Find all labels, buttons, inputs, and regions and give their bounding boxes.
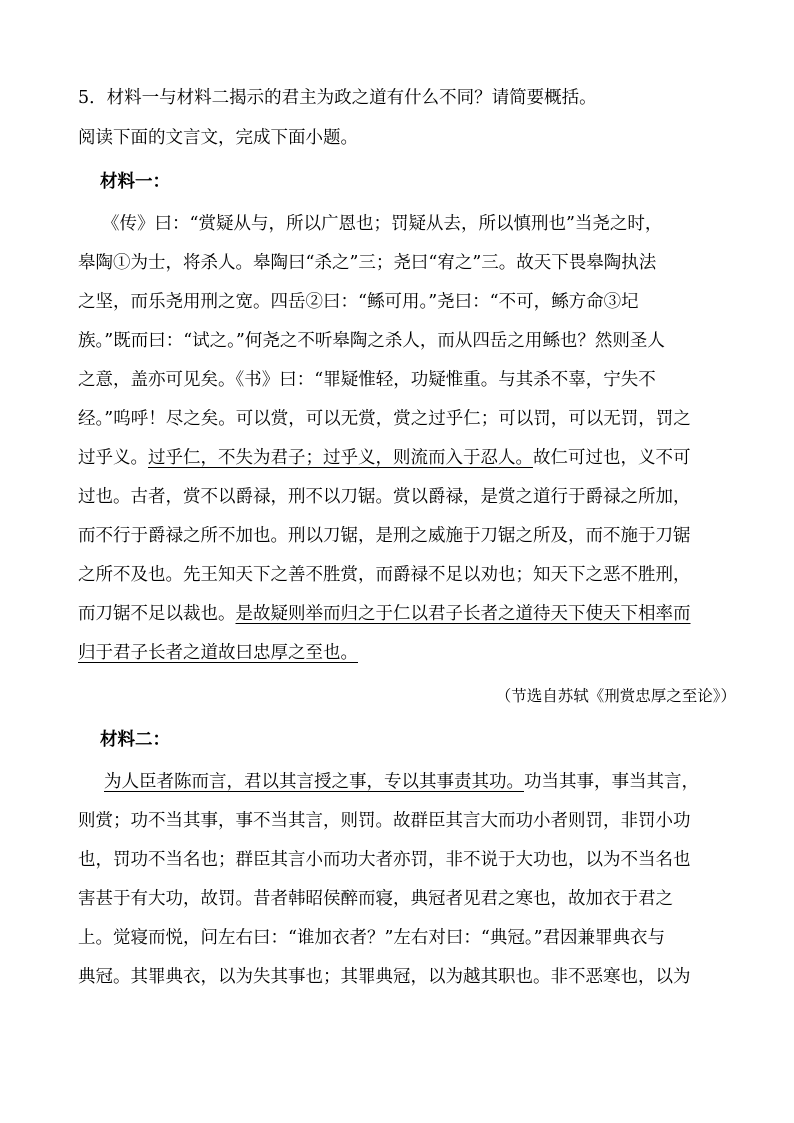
material1-line xyxy=(78,602,691,626)
material1-line: 族。”既而曰：“试之。”何尧之不听皋陶之杀人，而从四岳之用鲧也？然则圣人 xyxy=(78,331,665,351)
material2-line: 害甚于有大功，故罚。昔者韩昭侯醉而寝，典冠者见君之寒也，故加衣于君之 xyxy=(78,889,673,909)
question-5: 5．材料一与材料二揭示的君主为政之道有什么不同？请简要概括。 xyxy=(78,88,597,108)
material1-line: 《传》曰：“赏疑从与，所以广恩也；罚疑从去，所以慎刑也”当尧之时， xyxy=(102,214,663,234)
material2-heading: 材料二： xyxy=(100,730,170,750)
material1-line: 之意，盖亦可见矣。《书》曰：“罪疑惟轻，功疑惟重。与其杀不辜，宁失不 xyxy=(78,370,656,390)
underlined-sentence-1: 过乎仁，不失为君子；过乎义，则流而入于忍人。 xyxy=(148,448,533,468)
material1-text: 故仁可过也，义不可 xyxy=(533,448,691,468)
material1-text: 而刀锯不足以裁也。 xyxy=(78,604,236,624)
material1-text: 过乎义。 xyxy=(78,448,148,468)
reading-instruction: 阅读下面的文言文，完成下面小题。 xyxy=(78,128,358,148)
underlined-sentence-2-cont: 归于君子长者之道故曰忠厚之至也。 xyxy=(78,643,358,663)
material1-line: 之所不及也。先王知天下之善不胜赏，而爵禄不足以劝也；知天下之恶不胜刑， xyxy=(78,565,691,585)
material2-line: 也，罚功不当名也；群臣其言小而功大者亦罚，非不说于大功也，以为不当名也 xyxy=(78,850,691,870)
material2-line: 典冠。其罪典衣，以为失其事也；其罪典冠，以为越其职也。非不恶寒也，以为 xyxy=(78,967,691,987)
material1-line: 经。”呜呼！尽之矣。可以赏，可以无赏，赏之过乎仁；可以罚，可以无罚，罚之 xyxy=(78,409,691,429)
material2-line xyxy=(104,770,699,794)
material2-line: 则赏；功不当其事，事不当其言，则罚。故群臣其言大而功小者则罚，非罚小功 xyxy=(78,811,691,831)
material2-line: 上。觉寝而悦，问左右曰：“谁加衣者？”左右对曰：“典冠。”君因兼罪典衣与 xyxy=(78,928,666,948)
underlined-sentence-3: 为人臣者陈而言，君以其言授之事，专以其事责其功。 xyxy=(104,772,524,792)
material2-text: 功当其事，事当其言， xyxy=(524,772,699,792)
material1-line xyxy=(78,446,691,470)
material1-line: 而不行于爵禄之所不加也。刑以刀锯，是刑之威施于刀锯之所及，而不施于刀锯 xyxy=(78,526,691,546)
material1-line xyxy=(78,641,358,665)
material1-source: （节选自苏轼《刑赏忠厚之至论》） xyxy=(495,687,736,705)
material1-line: 过也。古者，赏不以爵禄，刑不以刀锯。赏以爵禄，是赏之道行于爵禄之所加， xyxy=(78,487,691,507)
material1-heading: 材料一： xyxy=(100,172,170,192)
material1-line: 之坚，而乐尧用刑之宽。四岳②曰：“鲧可用。”尧曰：“不可，鲧方命③圮 xyxy=(78,292,639,312)
material1-line: 皋陶①为士，将杀人。皋陶曰“杀之”三；尧曰“宥之”三。故天下畏皋陶执法 xyxy=(78,253,657,273)
underlined-sentence-2: 是故疑则举而归之于仁以君子长者之道待天下使天下相率而 xyxy=(235,604,691,624)
